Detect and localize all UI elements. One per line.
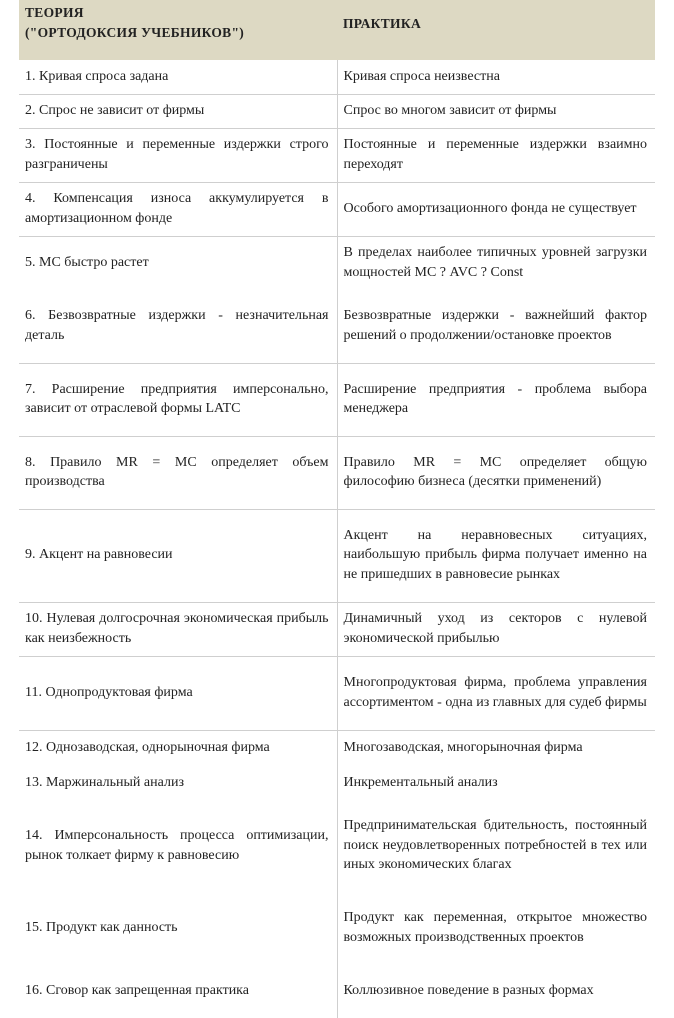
theory-cell: 14. Имперсональность процесса оптимизации, рынок толкает фирму к равновесию (25, 828, 329, 863)
theory-practice-table (19, 0, 655, 1018)
theory-cell: 10. Нулевая долгосрочная экономическая прибыль как неизбежность (19, 602, 337, 656)
table-row (19, 509, 655, 602)
table-row (19, 892, 655, 964)
practice-cell: Предпринимательская бдительность, постоянный поиск неудовлетворенных потребностей в тех или иных экономических благах (337, 800, 655, 892)
theory-cell: 1. Кривая спроса задана (19, 60, 337, 94)
table-row (19, 290, 655, 363)
table-row (19, 800, 655, 892)
theory-cell: 9. Акцент на равновесии (19, 509, 337, 602)
practice-cell: Постоянные и переменные издержки взаимно переходят (337, 128, 655, 182)
practice-cell: Кривая спроса неизвестна (337, 60, 655, 94)
practice-cell: Инкрементальный анализ (337, 766, 655, 800)
practice-column-header: ПРАКТИКА (337, 0, 655, 60)
theory-header-line2: ("ОРТОДОКСИЯ УЧЕБНИКОВ") (25, 24, 245, 40)
table-row (19, 60, 655, 94)
practice-cell: Правило MR = MC определяет общую философию бизнеса (десятки применений) (337, 436, 655, 509)
practice-cell: В пределах наиболее типичных уровней загрузки мощностей МС ? AVC ? Const (337, 236, 655, 290)
table-row (19, 182, 655, 236)
practice-cell: Особого амортизационного фонда не существует (337, 182, 655, 236)
practice-cell: Динамичный уход из секторов с нулевой экономической прибылью (337, 602, 655, 656)
table-row (19, 236, 655, 290)
theory-cell: 8. Правило MR = MC определяет объем производства (19, 436, 337, 509)
theory-cell: 12. Однозаводская, однорыночная фирма (25, 740, 270, 755)
theory-cell: 16. Сговор как запрещенная практика (25, 982, 249, 998)
practice-cell: Безвозвратные издержки - важнейший фактор решений о продолжении/остановке проектов (337, 290, 655, 363)
table-header-row (19, 0, 655, 60)
practice-cell: Спрос во многом зависит от фирмы (337, 94, 655, 128)
table-row (19, 656, 655, 730)
theory-cell: 5. МС быстро растет (25, 255, 149, 270)
practice-cell: Коллюзивное поведение в разных формах (337, 964, 655, 1018)
theory-cell: 13. Маржинальный анализ (25, 774, 184, 790)
practice-cell: Многопродуктовая фирма, проблема управления ассортиментом - одна из главных для судеб фирмы (337, 656, 655, 730)
theory-cell: 4. Компенсация износа аккумулируется в амортизационном фонде (19, 182, 337, 236)
practice-cell: Многозаводская, многорыночная фирма (337, 730, 655, 766)
practice-cell: Продукт как переменная, открытое множество возможных производственных проектов (337, 892, 655, 964)
table-row (19, 964, 655, 1018)
theory-column-header (19, 0, 337, 60)
theory-cell: 2. Спрос не зависит от фирмы (19, 94, 337, 128)
practice-cell: Акцент на неравновесных ситуациях, наибольшую прибыль фирма получает именно на не пришедших в равновесие рынках (337, 509, 655, 602)
table-row (19, 94, 655, 128)
table-row (19, 602, 655, 656)
theory-cell: 6. Безвозвратные издержки - незначительная деталь (19, 290, 337, 363)
theory-cell: 3. Постоянные и переменные издержки строго разграничены (19, 128, 337, 182)
theory-header-line1: ТЕОРИЯ (25, 5, 84, 20)
theory-cell: 7. Расширение предприятия имперсонально, зависит от отраслевой формы LATC (19, 363, 337, 436)
theory-cell: 15. Продукт как данность (25, 919, 178, 935)
table-row (19, 730, 655, 766)
table-row (19, 766, 655, 800)
comparison-document (19, 0, 655, 1007)
practice-cell: Расширение предприятия - проблема выбора менеджера (337, 363, 655, 436)
table-row (19, 363, 655, 436)
table-row (19, 128, 655, 182)
table-row (19, 436, 655, 509)
theory-cell: 11. Однопродуктовая фирма (19, 656, 337, 730)
